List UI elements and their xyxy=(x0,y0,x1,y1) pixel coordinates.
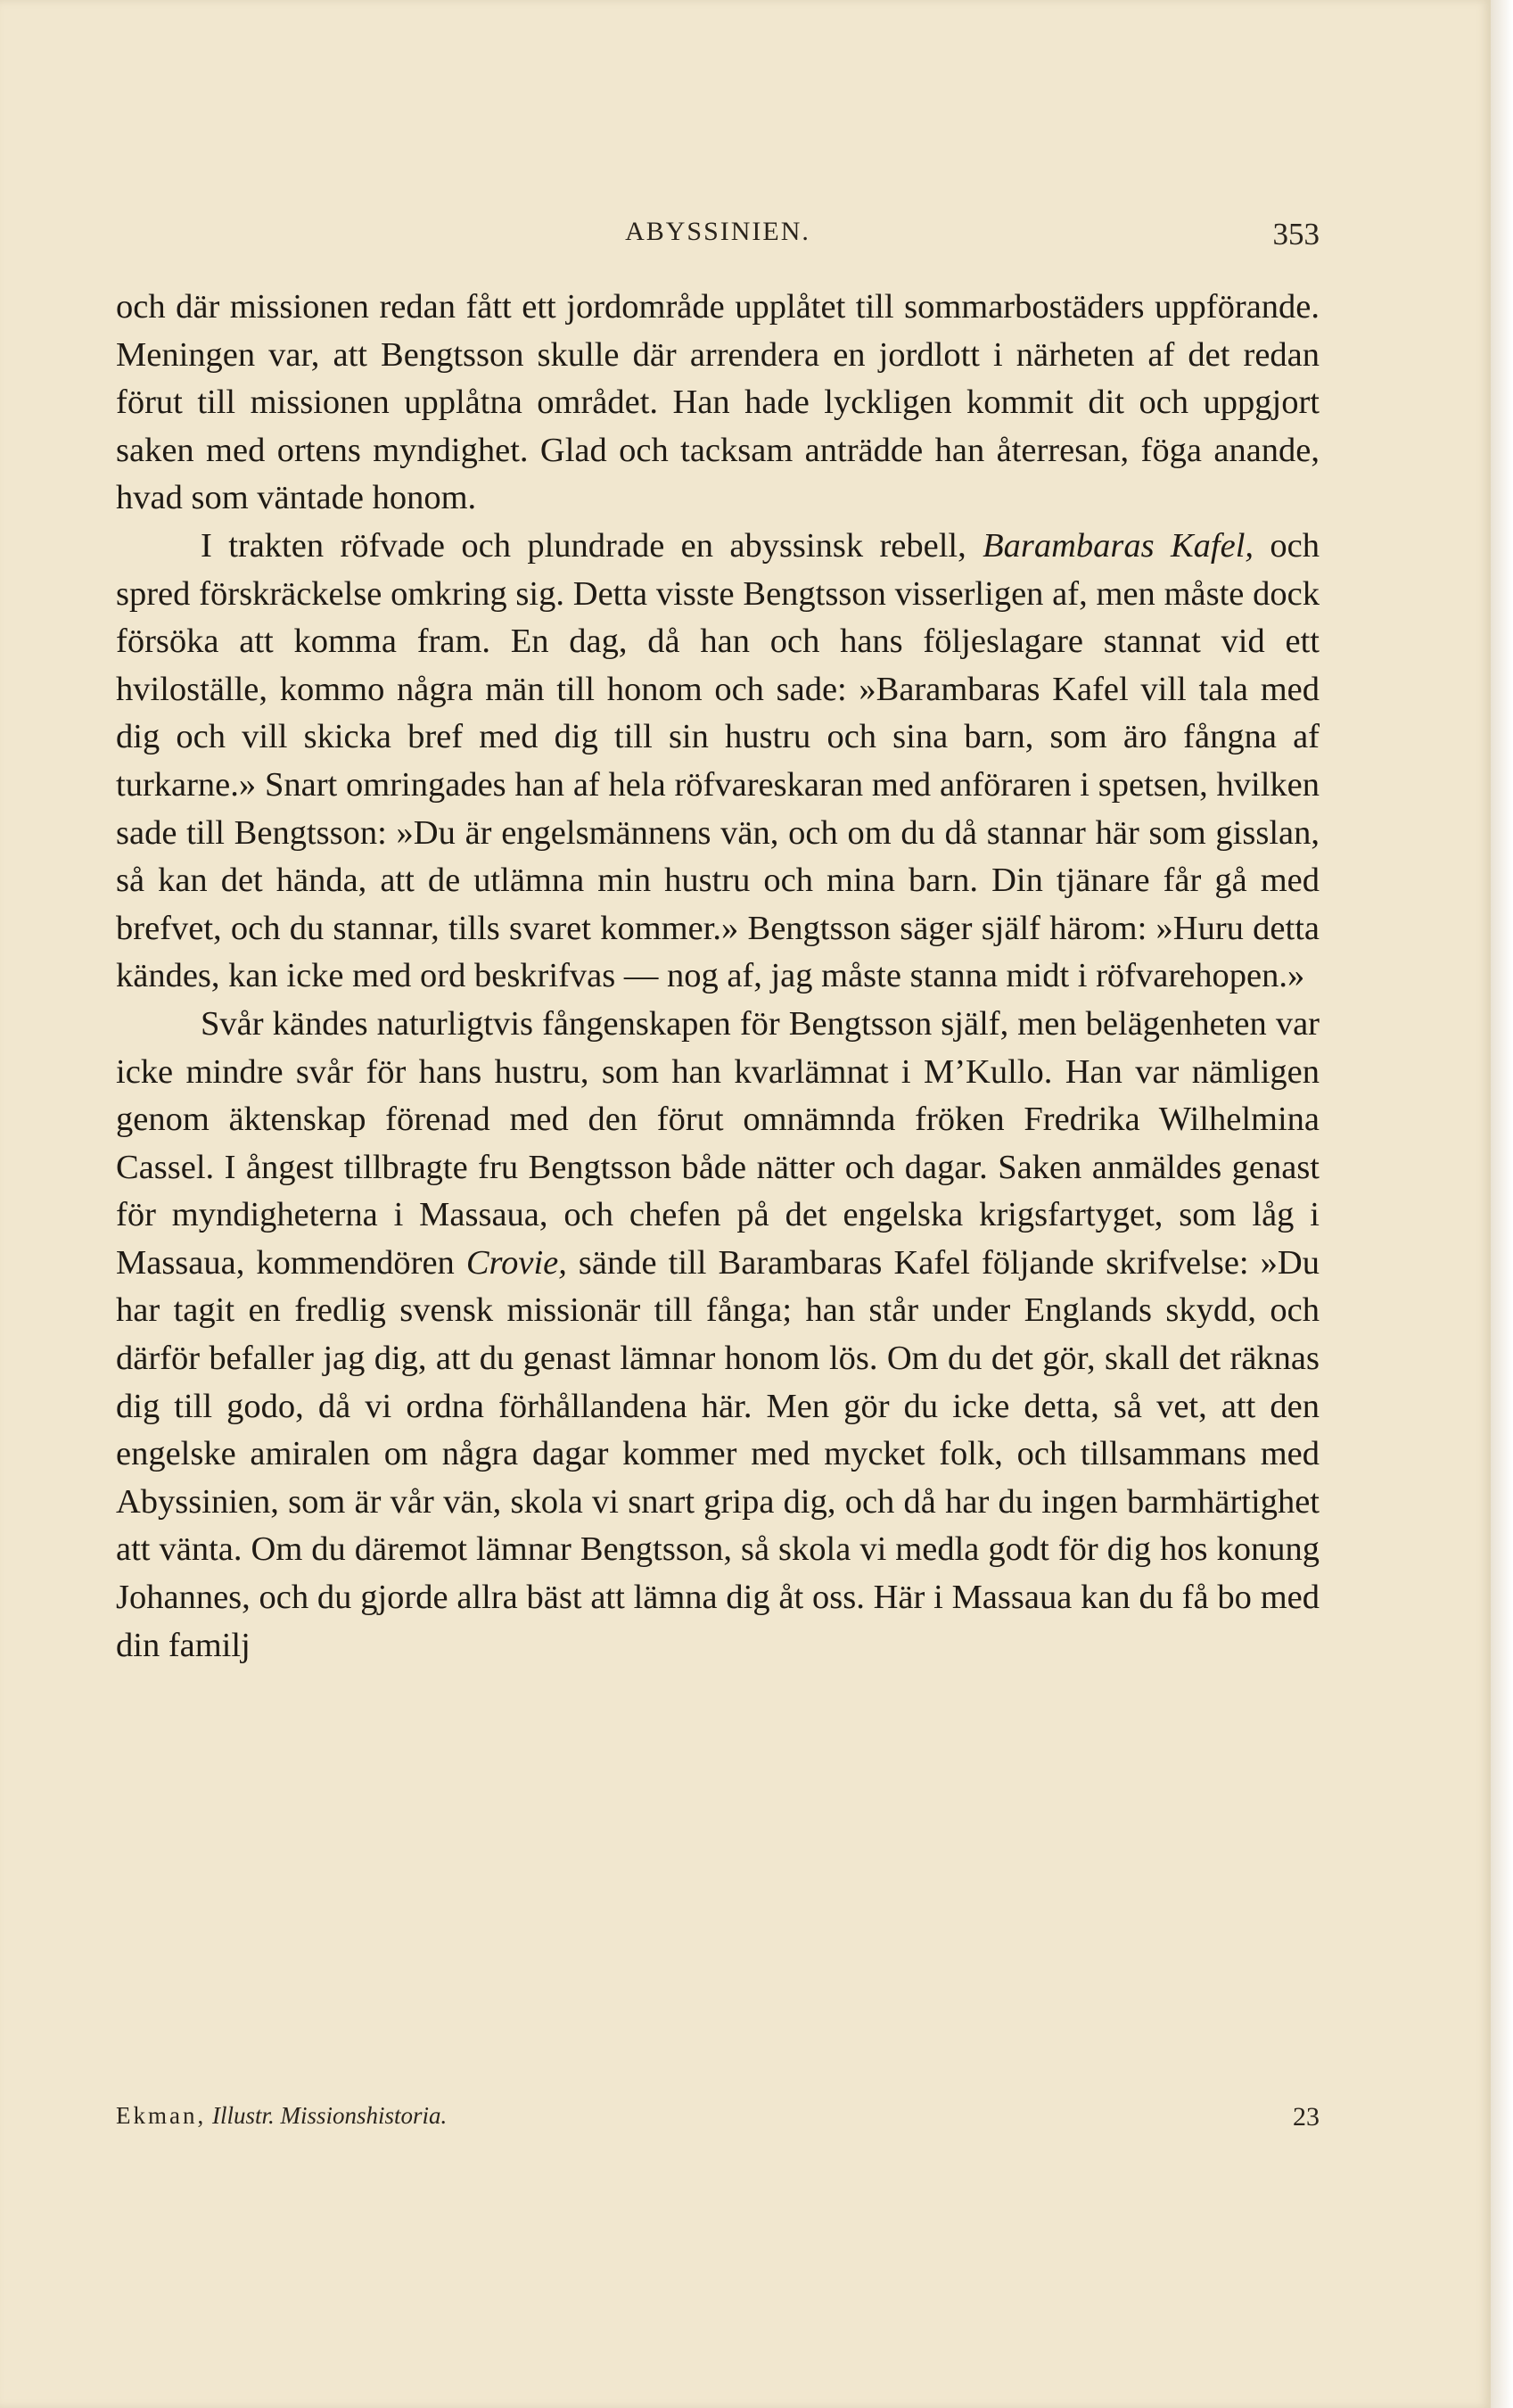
text-segment: och spred förskräckelse omkring sig. Detta visste Bengtsson visserligen af, men måste dock försöka att komma fram. En dag, då han och hans följeslagare stannat vid ett hviloställe, kommo några män till honom och sade: »Barambaras Kafel vill tala med dig och vill skicka bref med dig till sin hustru och sina barn, som äro fångna af turkarne.» Snart omringades han af hela röfvareskaran med anföraren i spetsen, hvilken sade till Bengtsson: »Du är engelsmännens vän, och om du då stannar här som gisslan, så kan det hända, att de utlämna min hustru och mina barn. Din tjänare får gå med brefvet, och du stannar, tills svaret kommer.» Bengtsson säger själf härom: »Huru detta kändes, kan icke med ord beskrifvas — nog af, jag måste stanna midt i röfvarehopen.» xyxy=(116,526,1320,995)
paragraph xyxy=(116,1001,1320,1670)
signature-number: 23 xyxy=(1293,2102,1320,2132)
text-segment: I trakten röfvade och plundrade en abyssinsk rebell, xyxy=(201,526,983,565)
running-head xyxy=(116,217,1320,252)
italic-name: Barambaras Kafel, xyxy=(983,526,1254,565)
paragraph xyxy=(116,523,1320,1001)
text-segment: Svår kändes naturligtvis fångenskapen för Bengtsson själf, men belägenheten var icke mindre svår för hans hustru, som han kvarlämnat i M’Kullo. Han var nämligen genom äktenskap förenad med den förut omnämnda fröken Fredrika Wilhelmina Cassel. I ångest tillbragte fru Bengtsson både nätter och dagar. Saken anmäldes genast för myndigheterna i Massaua, och chefen på det engelska krigsfartyget, som låg i Massaua, kommendören xyxy=(116,1004,1320,1282)
page-edge xyxy=(1491,0,1513,2408)
italic-name: Crovie, xyxy=(465,1243,567,1282)
page-number: 353 xyxy=(1272,217,1320,252)
text-segment: sände till Barambaras Kafel följande skrifvelse: »Du har tagit en fredlig svensk missionär till fånga; han står under Englands skydd, och därför befaller jag dig, att du genast lämnar honom lös. Om du det gör, skall det räknas dig till godo, då vi ordna förhållandena här. Men gör du icke detta, så vet, att den engelske amiralen om några dagar kommer med mycket folk, och tillsammans med Abyssinien, som är vår vän, skola vi snart gripa dig, och då har du ingen barmhärtighet att vänta. Om du däremot lämnar Bengtsson, så skola vi medla godt för dig hos konung Johannes, och du gjorde allra bäst att lämna dig åt oss. Här i Massaua kan du få bo med din familj xyxy=(116,1243,1320,1664)
text-segment: och där missionen redan fått ett jordområde upplåtet till sommarbostäders uppförande. Meningen var, att Bengtsson skulle där arrendera en jordlott i närheten af det redan förut till missionen upplåtna området. Han hade lyckligen kommit dit och uppgjort saken med ortens myndighet. Glad och tacksam anträdde han återresan, föga anande, hvad som väntade honom. xyxy=(116,288,1320,517)
running-title: ABYSSINIEN. xyxy=(625,217,810,246)
paragraph xyxy=(116,284,1320,523)
signature-title: Illustr. Missionshistoria. xyxy=(211,2102,448,2129)
page-footer xyxy=(116,2102,1320,2138)
signature-author: Ekman, xyxy=(116,2102,207,2129)
printer-signature xyxy=(116,2102,447,2130)
body-text xyxy=(116,284,1320,1670)
